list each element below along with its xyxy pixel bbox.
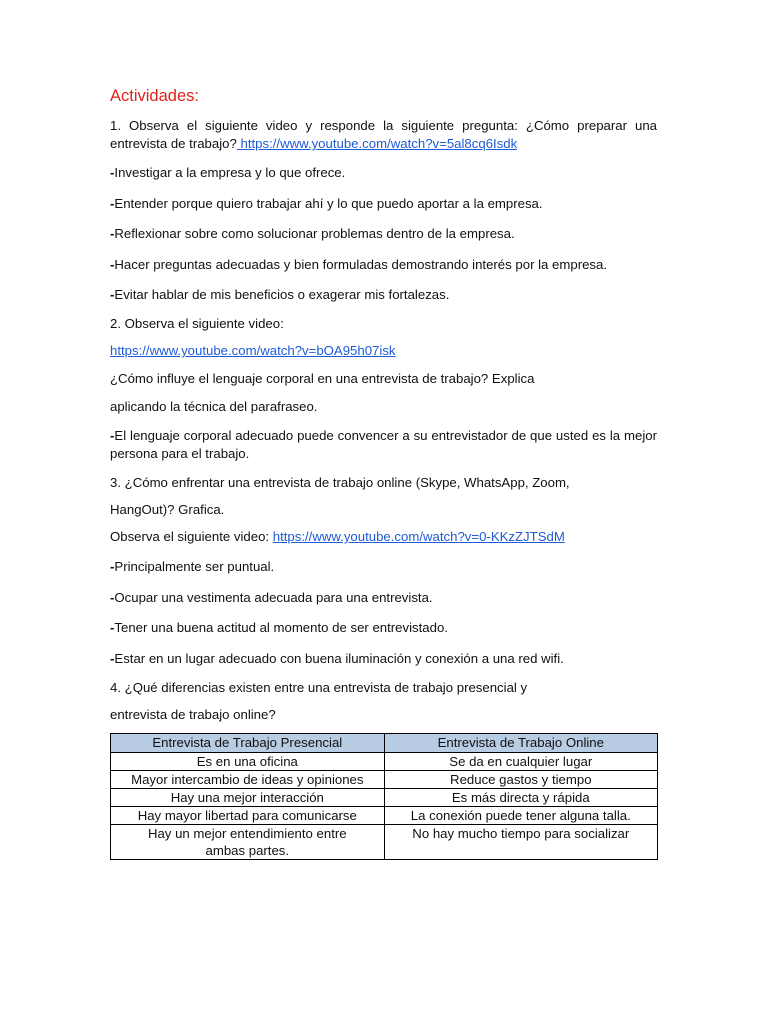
question-3-text: HangOut)? Grafica. <box>110 502 225 517</box>
page-title: Actividades: <box>110 87 199 105</box>
question-4-text: 4. ¿Qué diferencias existen entre una entrevista de trabajo presencial y <box>110 680 528 695</box>
answer-1-text: Entender porque quiero trabajar ahí y lo que puedo aportar a la empresa. <box>114 196 543 211</box>
answer-1-text: Reflexionar sobre como solucionar problemas dentro de la empresa. <box>114 226 515 241</box>
table-cell: Se da en cualquier lugar <box>384 753 657 771</box>
bullet-dash: - <box>110 196 115 211</box>
question-2-link-line <box>110 342 396 360</box>
answer-1-item <box>110 256 607 274</box>
question-4-text: entrevista de trabajo online? <box>110 707 276 722</box>
table-row <box>111 753 658 771</box>
question-2-video-link[interactable]: https://www.youtube.com/watch?v=bOA95h07isk <box>110 343 396 358</box>
table-cell: Hay una mejor interacción <box>111 789 385 807</box>
table-row <box>111 807 658 825</box>
question-3-observe <box>110 528 565 546</box>
question-2-intro: 2. Observa el siguiente video: <box>110 316 284 331</box>
answer-3-item <box>110 558 274 576</box>
bullet-dash: - <box>110 226 115 241</box>
answer-1-text: Investigar a la empresa y lo que ofrece. <box>114 165 346 180</box>
bullet-dash: - <box>110 165 115 180</box>
table-cell: Hay un mejor entendimiento entre ambas partes. <box>111 825 385 860</box>
question-2-text: aplicando la técnica del parafraseo. <box>110 399 318 414</box>
table-cell: No hay mucho tiempo para socializar <box>384 825 657 860</box>
bullet-dash: - <box>110 287 115 302</box>
answer-3-text: Estar en un lugar adecuado con buena iluminación y conexión a una red wifi. <box>114 651 564 666</box>
bullet-dash: - <box>110 559 115 574</box>
answer-2-text: El lenguaje corporal adecuado puede convencer a su entrevistador de que usted es la mejor persona para el trabajo. <box>110 428 657 461</box>
answer-3-text: Tener una buena actitud al momento de ser entrevistado. <box>114 620 448 635</box>
question-1 <box>110 117 657 153</box>
answer-3-item <box>110 619 448 637</box>
comparison-table <box>110 733 658 860</box>
table-cell: La conexión puede tener alguna talla. <box>384 807 657 825</box>
answer-1-item <box>110 195 543 213</box>
answer-3-text: Ocupar una vestimenta adecuada para una entrevista. <box>114 590 433 605</box>
table-row <box>111 771 658 789</box>
table-row <box>111 789 658 807</box>
bullet-dash: - <box>110 257 115 272</box>
question-3-video-link[interactable]: https://www.youtube.com/watch?v=0-KKzZJTSdM <box>272 529 565 544</box>
table-cell: Es más directa y rápida <box>384 789 657 807</box>
table-cell: Es en una oficina <box>111 753 385 771</box>
answer-2 <box>110 427 657 463</box>
table-header-online: Entrevista de Trabajo Online <box>384 734 657 753</box>
question-3-text: 3. ¿Cómo enfrentar una entrevista de trabajo online (Skype, WhatsApp, Zoom, <box>110 475 570 490</box>
answer-1-text: Evitar hablar de mis beneficios o exagerar mis fortalezas. <box>114 287 450 302</box>
answer-1-item <box>110 164 345 182</box>
question-1-video-link[interactable]: https://www.youtube.com/watch?v=5al8cq6Isdk <box>236 136 518 151</box>
answer-1-item <box>110 286 449 304</box>
question-3-observe-text: Observa el siguiente video: <box>110 529 273 544</box>
bullet-dash: - <box>110 651 115 666</box>
table-header-row <box>111 734 658 753</box>
bullet-dash: - <box>110 428 115 443</box>
bullet-dash: - <box>110 620 115 635</box>
answer-1-item <box>110 225 515 243</box>
table-header-presencial: Entrevista de Trabajo Presencial <box>111 734 385 753</box>
answer-1-text: Hacer preguntas adecuadas y bien formuladas demostrando interés por la empresa. <box>114 257 608 272</box>
table-cell: Hay mayor libertad para comunicarse <box>111 807 385 825</box>
table-cell: Mayor intercambio de ideas y opiniones <box>111 771 385 789</box>
table-cell: Reduce gastos y tiempo <box>384 771 657 789</box>
bullet-dash: - <box>110 590 115 605</box>
answer-3-text: Principalmente ser puntual. <box>114 559 275 574</box>
question-1-text: 1. Observa el siguiente video y responde la siguiente pregunta: ¿Cómo preparar una entrevista de trabajo? <box>110 118 657 151</box>
answer-3-item <box>110 650 564 668</box>
table-row <box>111 825 658 860</box>
answer-3-item <box>110 589 433 607</box>
question-2-text: ¿Cómo influye el lenguaje corporal en una entrevista de trabajo? Explica <box>110 371 535 386</box>
